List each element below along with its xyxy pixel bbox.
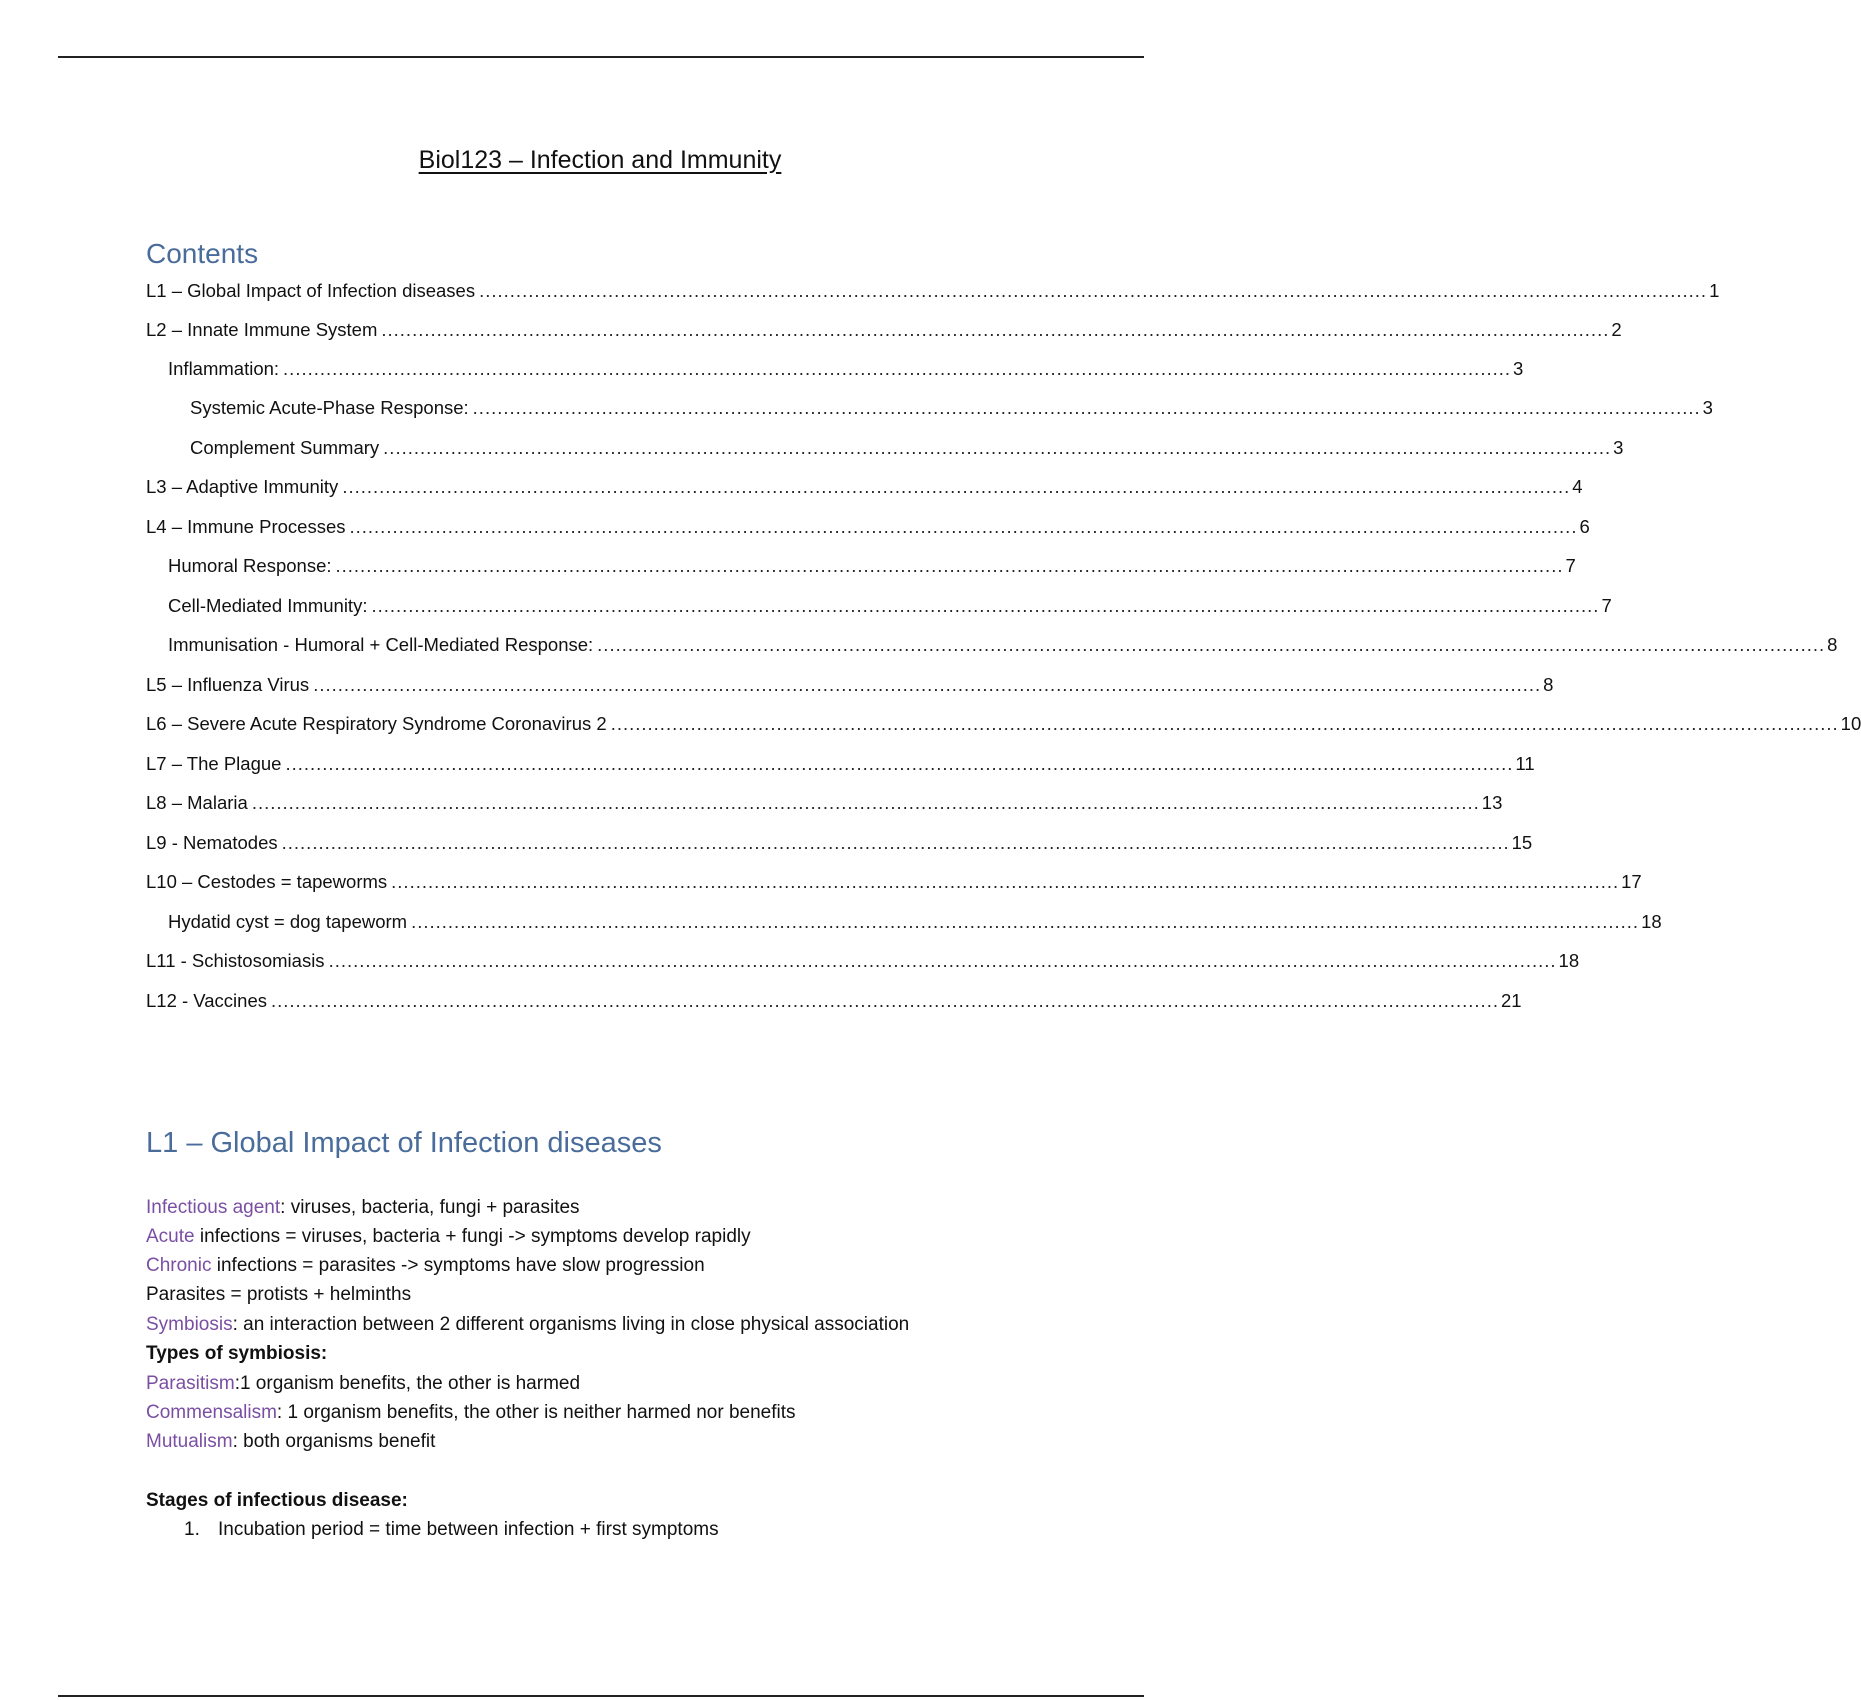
document-title: Biol123 – Infection and Immunity: [418, 146, 782, 174]
toc-entry-title: L3 – Adaptive Immunity: [146, 476, 339, 497]
toc-leader-dots: ........................................................................................................................................................................................................: [281, 832, 1510, 853]
section-heading: L1 – Global Impact of Infection diseases: [146, 1127, 662, 1159]
defined-term: Parasitism: [146, 1373, 235, 1394]
toc-entry-page: 21: [1500, 990, 1522, 1011]
defined-term: Infectious agent: [146, 1197, 281, 1218]
toc-entry[interactable]: [146, 990, 1522, 1016]
toc-entry-page: 4: [1572, 476, 1583, 497]
footer-rule: [58, 1695, 1144, 1697]
toc-entry[interactable]: [146, 516, 1590, 542]
toc-entry-title: L12 - Vaccines: [146, 990, 267, 1011]
toc-leader-dots: ........................................................................................................................................................................................................: [381, 319, 1610, 340]
toc-entry-page: 11: [1515, 753, 1535, 774]
toc-entry-title: L2 – Innate Immune System: [146, 319, 378, 340]
toc-entry-page: 6: [1579, 516, 1590, 537]
body-line: [146, 1197, 580, 1219]
toc-entry-title: L9 - Nematodes: [146, 832, 278, 853]
toc-entry-page: 3: [1702, 397, 1713, 418]
toc-entry-title: Immunisation - Humoral + Cell-Mediated Response:: [168, 634, 594, 655]
defined-term: Commensalism: [146, 1402, 277, 1423]
toc-entry-title: L5 – Influenza Virus: [146, 674, 310, 695]
toc-entry-page: 18: [1641, 911, 1662, 932]
toc-entry-title: L7 – The Plague: [146, 753, 282, 774]
toc-entry-page: 18: [1558, 950, 1580, 971]
definition-text: : both organisms benefit: [232, 1431, 436, 1452]
header-rule: [58, 56, 1144, 58]
toc-leader-dots: ........................................................................................................................................................................................................: [313, 674, 1542, 695]
stages-heading: Stages of infectious disease:: [146, 1490, 408, 1511]
toc-entry[interactable]: [146, 753, 1535, 779]
body-line: [146, 1373, 580, 1395]
contents-heading: Contents: [146, 238, 259, 269]
toc-entry-title: L11 - Schistosomiasis: [146, 950, 325, 971]
toc-entry[interactable]: [146, 280, 1720, 306]
list-item: [184, 1519, 719, 1541]
toc-entry-page: 3: [1613, 437, 1624, 458]
toc-entry[interactable]: [168, 595, 1612, 621]
definition-text: : 1 organism benefits, the other is neither harmed nor benefits: [276, 1402, 796, 1423]
toc-entry-title: Cell-Mediated Immunity:: [168, 595, 368, 616]
toc-entry-title: Systemic Acute-Phase Response:: [190, 397, 469, 418]
toc-leader-dots: ........................................................................................................................................................................................................: [349, 516, 1578, 537]
toc-entry-page: 8: [1827, 634, 1838, 655]
toc-entry-title: L4 – Immune Processes: [146, 516, 346, 537]
list-number: 1.: [184, 1519, 200, 1540]
toc-entry-title: Inflammation:: [168, 358, 280, 379]
toc-entry-page: 7: [1565, 555, 1576, 576]
toc-entry-title: L10 – Cestodes = tapeworms: [146, 871, 388, 892]
body-line: [146, 1226, 751, 1248]
toc-entry[interactable]: [146, 319, 1622, 345]
toc-leader-dots: ........................................................................................................................................................................................................: [328, 950, 1557, 971]
toc-entry-page: 17: [1621, 871, 1642, 892]
body-line: [146, 1402, 796, 1424]
toc-entry[interactable]: [146, 476, 1583, 502]
body-line: [146, 1431, 435, 1453]
toc-entry[interactable]: [190, 437, 1624, 463]
definition-text: : viruses, bacteria, fungi + parasites: [280, 1197, 580, 1218]
toc-entry-page: 7: [1601, 595, 1612, 616]
toc-entry[interactable]: [168, 555, 1576, 581]
toc-entry[interactable]: [146, 950, 1580, 976]
toc-entry[interactable]: [146, 792, 1503, 818]
toc-entry-title: Complement Summary: [190, 437, 380, 458]
toc-entry-page: 15: [1511, 832, 1533, 853]
toc-leader-dots: ........................................................................................................................................................................................................: [391, 871, 1620, 892]
toc-entry-title: L6 – Severe Acute Respiratory Syndrome Coronavirus 2: [146, 713, 607, 734]
toc-entry-title: L8 – Malaria: [146, 792, 248, 813]
toc-entry-page: 13: [1481, 792, 1503, 813]
body-line: [146, 1284, 411, 1306]
toc-leader-dots: ........................................................................................................................................................................................................: [283, 358, 1512, 379]
toc-leader-dots: ........................................................................................................................................................................................................: [597, 634, 1826, 655]
toc-entry-title: Humoral Response:: [168, 555, 332, 576]
defined-term: Symbiosis: [146, 1314, 233, 1335]
toc-entry-page: 2: [1611, 319, 1622, 340]
toc-leader-dots: ........................................................................................................................................................................................................: [251, 792, 1480, 813]
definition-text: :1 organism benefits, the other is harmed: [234, 1373, 581, 1394]
definition-text: infections = parasites -> symptoms have slow progression: [211, 1255, 705, 1276]
toc-entry[interactable]: [168, 358, 1524, 384]
toc-leader-dots: ........................................................................................................................................................................................................: [472, 397, 1701, 418]
toc-entry-title: Hydatid cyst = dog tapeworm: [168, 911, 408, 932]
definition-text: infections = viruses, bacteria + fungi -> symptoms develop rapidly: [194, 1226, 751, 1247]
toc-leader-dots: ........................................................................................................................................................................................................: [411, 911, 1640, 932]
list-text: Incubation period = time between infection + first symptoms: [218, 1519, 719, 1540]
toc-entry[interactable]: [146, 871, 1642, 897]
toc-entry-page: 8: [1543, 674, 1554, 695]
body-line: [146, 1314, 909, 1336]
toc-entry[interactable]: [146, 832, 1533, 858]
toc-leader-dots: ........................................................................................................................................................................................................: [342, 476, 1571, 497]
toc-leader-dots: ........................................................................................................................................................................................................: [285, 753, 1514, 774]
toc-entry-page: 3: [1513, 358, 1524, 379]
toc-entry[interactable]: [190, 397, 1713, 423]
toc-entry-title: L1 – Global Impact of Infection diseases: [146, 280, 476, 301]
subheading: Types of symbiosis:: [146, 1343, 328, 1364]
toc-entry[interactable]: [168, 911, 1662, 937]
defined-term: Chronic: [146, 1255, 212, 1276]
toc-entry-page: 10: [1840, 713, 1861, 734]
toc-entry-page: 1: [1709, 280, 1720, 301]
body-line: [146, 1255, 705, 1277]
toc-leader-dots: ........................................................................................................................................................................................................: [271, 990, 1499, 1011]
toc-leader-dots: ........................................................................................................................................................................................................: [479, 280, 1708, 301]
toc-leader-dots: ........................................................................................................................................................................................................: [335, 555, 1564, 576]
definition-text: Parasites = protists + helminths: [146, 1284, 412, 1305]
defined-term: Acute: [146, 1226, 195, 1247]
definition-text: : an interaction between 2 different organisms living in close physical association: [232, 1314, 910, 1335]
defined-term: Mutualism: [146, 1431, 233, 1452]
toc-leader-dots: ........................................................................................................................................................................................................: [371, 595, 1600, 616]
toc-leader-dots: ........................................................................................................................................................................................................: [383, 437, 1612, 458]
toc-entry[interactable]: [146, 674, 1554, 700]
toc-entry[interactable]: [168, 634, 1838, 660]
toc-entry[interactable]: [146, 713, 1861, 739]
toc-leader-dots: ........................................................................................................................................................................................................: [610, 713, 1839, 734]
